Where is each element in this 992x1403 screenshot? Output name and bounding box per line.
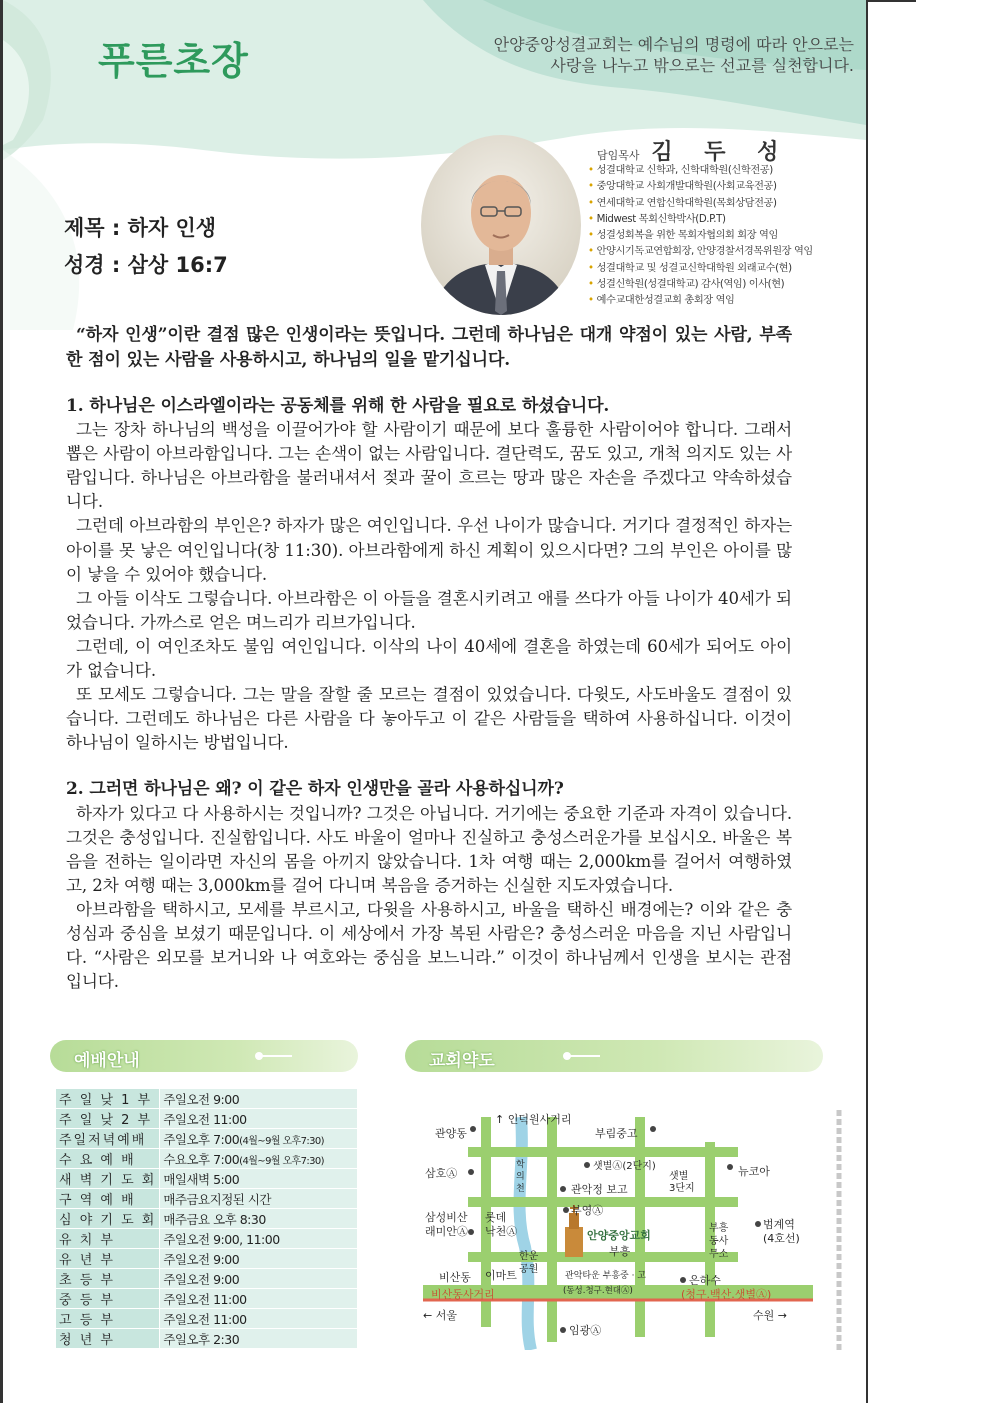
credential-item: • 예수교대한성결교회 총회장 역임 bbox=[588, 293, 813, 309]
sermon-body bbox=[66, 323, 792, 994]
schedule-row bbox=[56, 1169, 358, 1189]
schedule-row bbox=[56, 1269, 358, 1289]
section-2-paragraph: 하자가 있다고 다 사용하시는 것입니까? 그것은 아닙니다. 거기에는 중요한 기준과 자격이 있습니다. 그것은 충성입니다. 진실함입니다. 사도 바울이 얼마나 진실하고 충성스러운가를 보십시오. 바울은 복음을 전하는 일이라면 자신의 몸을 아끼지 않았습니다. 1차 여행 때는 2,000km를 걸어서 여행하였고, 2차 여행 때는 3,000km를 걸어 다니며 복음을 증거하는 신실한 지도자였습니다. bbox=[66, 803, 792, 895]
side-note-decoration bbox=[825, 1110, 855, 1360]
map-place-label: 부흥 bbox=[609, 1245, 631, 1258]
map-place-label: 은하수 bbox=[689, 1274, 721, 1287]
schedule-service-time bbox=[160, 1129, 358, 1149]
header-line-icon bbox=[262, 1055, 292, 1057]
map-place-label: (4호선) bbox=[763, 1232, 800, 1245]
slogan-line-1: 안양중앙성결교회는 예수님의 명령에 따라 안으로는 bbox=[493, 35, 854, 54]
slogan-line-2: 사랑을 나누고 밖으로는 선교를 실천합니다. bbox=[550, 56, 854, 75]
pastor-title: 담임목사 bbox=[597, 149, 640, 162]
map-place-label: 삼성비산 bbox=[425, 1211, 468, 1224]
schedule-row bbox=[56, 1109, 358, 1129]
sermon-intro: “하자 인생”이란 결점 많은 인생이라는 뜻입니다. 그런데 하나님은 대개 약점이 있는 사람, 부족한 점이 있는 사람을 사용하시고, 하나님의 일을 맡기십니다. bbox=[66, 325, 792, 370]
church-slogan bbox=[434, 34, 854, 76]
map-place-label: 한운 bbox=[519, 1251, 539, 1262]
schedule-time-text: 주일오전 9:00 bbox=[163, 1091, 240, 1107]
schedule-service-name: 고 등 부 bbox=[56, 1309, 160, 1329]
schedule-service-name: 주 일 낮 1 부 bbox=[56, 1089, 160, 1109]
schedule-time-text: 주일오전 11:00 bbox=[163, 1311, 247, 1327]
credential-item: • 성결대학교 및 성결교신학대학원 외래교수(현) bbox=[588, 261, 813, 277]
worship-schedule-table bbox=[55, 1088, 358, 1349]
map-place-label: 래미안Ⓐ bbox=[425, 1225, 468, 1238]
schedule-service-time bbox=[160, 1089, 358, 1109]
schedule-time-text: 주일오전 9:00 bbox=[163, 1271, 240, 1287]
section-1-paragraph: 또 모세도 그렇습니다. 그는 말을 잘할 줄 모르는 결점이 있었습니다. 다윗도, 사도바울도 결점이 있습니다. 그런데도 하나님은 다른 사람을 다 놓아두고 이 같은 사람들을 택하여 사용하십니다. 이것이 하나님이 일하시는 방법입니다. bbox=[66, 685, 792, 753]
map-marker-icon bbox=[468, 1169, 474, 1175]
map-place-label: 샛별Ⓐ(2단지) bbox=[593, 1161, 656, 1172]
map-place-label: (동성.청구.현대Ⓐ) bbox=[563, 1286, 633, 1296]
map-place-label: ← 서울 bbox=[423, 1309, 457, 1322]
pastor-name: 김 두 성 bbox=[651, 139, 791, 165]
schedule-service-time bbox=[160, 1249, 358, 1269]
schedule-service-time bbox=[160, 1149, 358, 1169]
map-place-label: 3단지 bbox=[669, 1183, 695, 1194]
schedule-row bbox=[56, 1329, 358, 1349]
schedule-time-text: 수요오후 7:00 bbox=[163, 1151, 240, 1167]
map-marker-icon bbox=[584, 1162, 590, 1168]
map-place-label: 샛별 bbox=[669, 1171, 689, 1182]
schedule-row bbox=[56, 1229, 358, 1249]
credential-item: • 안양시기독교연합회장, 안양경찰서경목위원장 역임 bbox=[588, 244, 813, 260]
map-place-label: 공원 bbox=[519, 1264, 539, 1275]
map-place-label: 뉴코아 bbox=[738, 1165, 770, 1178]
schedule-service-name: 수 요 예 배 bbox=[56, 1149, 160, 1169]
map-place-label: 수원 → bbox=[753, 1309, 787, 1322]
schedule-row bbox=[56, 1129, 358, 1149]
schedule-service-name: 중 등 부 bbox=[56, 1289, 160, 1309]
credential-item: • 중앙대학교 사회개발대학원(사회교육전공) bbox=[588, 179, 813, 195]
schedule-time-text: 주일오전 9:00 bbox=[163, 1251, 240, 1267]
bulletin-logo: 푸른초장 bbox=[98, 39, 249, 83]
schedule-time-text: 주일오전 9:00, 11:00 bbox=[163, 1231, 280, 1247]
schedule-service-time bbox=[160, 1189, 358, 1209]
schedule-service-time bbox=[160, 1209, 358, 1229]
map-place-label: 롯데 bbox=[485, 1211, 507, 1224]
schedule-row bbox=[56, 1089, 358, 1109]
schedule-row bbox=[56, 1309, 358, 1329]
map-marker-icon bbox=[650, 1126, 656, 1132]
schedule-service-time bbox=[160, 1109, 358, 1129]
schedule-row bbox=[56, 1289, 358, 1309]
schedule-service-name: 유 치 부 bbox=[56, 1229, 160, 1249]
credential-item: • Midwest 목회신학박사(D.P.T) bbox=[588, 212, 813, 228]
sermon-scripture: 성경 : 삼상 16:7 bbox=[64, 253, 228, 277]
schedule-service-name: 주일저녁예배 bbox=[56, 1129, 160, 1149]
map-place-label: 비산동 bbox=[439, 1271, 471, 1284]
schedule-service-time bbox=[160, 1269, 358, 1289]
map-place-label: 삼호Ⓐ bbox=[425, 1167, 458, 1180]
section-1-paragraph: 그런데 아브라함의 부인은? 하자가 많은 여인입니다. 우선 나이가 많습니다. 거기다 결정적인 하자는 아이를 못 낳은 여인입니다(창 11:30). 아브라함에게 하신 계획이 있으시다면? 그의 부인은 아이를 많이 낳을 수 있어야 했습니다. bbox=[66, 516, 792, 584]
section-1-paragraph: 그는 장차 하나님의 백성을 이끌어가야 할 사람이기 때문에 보다 훌륭한 사람이어야 합니다. 그래서 뽑은 사람이 아브라함입니다. 그는 손색이 없는 사람입니다. 결단력도, 꿈도 있고, 개척 의지도 있는 사람입니다. 하나님은 아브라함을 불러내셔서 젖과 꿀이 흐르는 땅과 많은 자손을 주겠다고 약속하셨습니다. bbox=[66, 420, 792, 512]
schedule-service-time bbox=[160, 1169, 358, 1189]
map-place-label: (청구.백산.샛별Ⓐ) bbox=[681, 1288, 772, 1301]
credential-item: • 성결대학교 신학과, 신학대학원(신학전공) bbox=[588, 163, 813, 179]
schedule-service-time bbox=[160, 1229, 358, 1249]
top-rule bbox=[866, 0, 916, 2]
schedule-time-text: 매일새벽 5:00 bbox=[163, 1171, 240, 1187]
map-place-label: 임광Ⓐ bbox=[569, 1324, 602, 1337]
map-marker-icon bbox=[563, 1207, 569, 1213]
church-map-label: 교회약도 bbox=[429, 1051, 495, 1071]
map-marker-icon bbox=[680, 1277, 686, 1283]
map-place-label: 비산동사거리 bbox=[431, 1288, 495, 1301]
map-place-label: 부영Ⓐ bbox=[571, 1204, 604, 1217]
schedule-row bbox=[56, 1249, 358, 1269]
map-place-label: 의 bbox=[516, 1172, 525, 1182]
right-edge-line bbox=[866, 0, 868, 1403]
schedule-service-name: 구 역 예 배 bbox=[56, 1189, 160, 1209]
map-marker-icon bbox=[727, 1164, 733, 1170]
schedule-row bbox=[56, 1209, 358, 1229]
map-place-label: 동사 bbox=[709, 1236, 729, 1247]
map-place-label: 관악정 보고 bbox=[571, 1183, 628, 1196]
section-1-heading: 1. 하나님은 이스라엘이라는 공동체를 위해 한 사람을 필요로 하셨습니다. bbox=[66, 396, 610, 416]
schedule-time-text: 주일오전 11:00 bbox=[163, 1111, 247, 1127]
schedule-service-name: 주 일 낮 2 부 bbox=[56, 1109, 160, 1129]
map-marker-icon bbox=[468, 1229, 474, 1235]
map-place-label: 낙천Ⓐ bbox=[485, 1225, 518, 1238]
map-place-label: 관양동 bbox=[435, 1127, 467, 1140]
header-line-icon bbox=[570, 1055, 600, 1057]
schedule-time-text: 주일오후 2:30 bbox=[163, 1331, 240, 1347]
pastor-heading bbox=[597, 135, 790, 166]
schedule-time-text: 주일오후 7:00 bbox=[163, 1131, 240, 1147]
map-place-label: 부흥 bbox=[709, 1223, 729, 1234]
map-marker-icon bbox=[560, 1186, 566, 1192]
map-place-label: 관악타운 부흥중 · 고 bbox=[565, 1271, 646, 1281]
map-marker-icon bbox=[470, 1126, 476, 1132]
worship-guide-label: 예배안내 bbox=[74, 1051, 140, 1071]
section-1-paragraph: 그런데, 이 여인조차도 불임 여인입니다. 이삭의 나이 40세에 결혼을 하였는데 60세가 되어도 아이가 없습니다. bbox=[66, 636, 792, 681]
credential-item: • 성결성회복을 위한 목회자협의회 회장 역임 bbox=[588, 228, 813, 244]
section-1-paragraph: 그 아들 이삭도 그렇습니다. 아브라함은 이 아들을 결혼시키려고 애를 쓰다가 아들 나이가 40세가 되었습니다. 가까스로 얻은 며느리가 리브가입니다. bbox=[66, 588, 792, 632]
schedule-time-text: 주일오전 11:00 bbox=[163, 1291, 247, 1307]
schedule-time-text: 매주금요지정된 시간 bbox=[163, 1191, 271, 1207]
credential-item: • 성결신학원(성결대학교) 감사(역임) 이사(현) bbox=[588, 277, 813, 293]
sermon-heading bbox=[64, 210, 228, 284]
pastor-credentials bbox=[588, 163, 813, 310]
map-place-label: 학 bbox=[516, 1160, 525, 1170]
section-2-paragraph: 아브라함을 택하시고, 모세를 부르시고, 다윗을 사용하시고, 바울을 택하신 배경에는? 이와 같은 충성심과 중심을 보셨기 때문입니다. 이 세상에서 가장 복된 사람은? 충성스러운 마음을 지닌 사람입니다. “사람은 외모를 보거니와 나 여호와는 중심을 보느니라.” 이것이 하나님께서 인생을 보시는 관점입니다. bbox=[66, 899, 792, 992]
schedule-service-time bbox=[160, 1329, 358, 1349]
schedule-service-name: 초 등 부 bbox=[56, 1269, 160, 1289]
map-place-label: 무소 bbox=[709, 1249, 729, 1260]
map-place-label: 범계역 bbox=[763, 1218, 795, 1231]
map-place-label: ↑ 인덕원사거리 bbox=[495, 1113, 572, 1126]
pastor-portrait bbox=[421, 135, 581, 315]
schedule-service-name: 청 년 부 bbox=[56, 1329, 160, 1349]
map-marker-icon bbox=[560, 1327, 566, 1333]
schedule-service-time bbox=[160, 1309, 358, 1329]
section-2-heading: 2. 그러면 하나님은 왜? 이 같은 하자 인생만을 골라 사용하십니까? bbox=[66, 779, 564, 800]
church-map bbox=[413, 1087, 821, 1350]
map-church-label: 안양중앙교회 bbox=[587, 1229, 651, 1242]
left-edge-line bbox=[0, 0, 3, 1403]
map-place-label: 부림중고 bbox=[595, 1127, 638, 1140]
map-marker-icon bbox=[755, 1221, 761, 1227]
section-gap bbox=[66, 755, 792, 777]
schedule-service-name: 새 벽 기 도 회 bbox=[56, 1169, 160, 1189]
schedule-time-text: 매주금요 오후 8:30 bbox=[163, 1211, 266, 1227]
map-place-label: 천 bbox=[516, 1184, 525, 1194]
schedule-time-note: (4월~9월 오후7:30) bbox=[239, 1135, 324, 1147]
schedule-row bbox=[56, 1189, 358, 1209]
sermon-title: 제목 : 하자 인생 bbox=[64, 216, 217, 240]
schedule-service-name: 유 년 부 bbox=[56, 1249, 160, 1269]
schedule-row bbox=[56, 1149, 358, 1169]
church-map-header bbox=[405, 1040, 823, 1072]
schedule-time-note: (4월~9월 오후7:30) bbox=[239, 1155, 324, 1167]
schedule-service-time bbox=[160, 1289, 358, 1309]
schedule-service-name: 심 야 기 도 회 bbox=[56, 1209, 160, 1229]
map-place-label: 이마트 bbox=[485, 1269, 517, 1282]
credential-item: • 연세대학교 연합신학대학원(목회상담전공) bbox=[588, 196, 813, 212]
worship-guide-header bbox=[50, 1040, 358, 1072]
